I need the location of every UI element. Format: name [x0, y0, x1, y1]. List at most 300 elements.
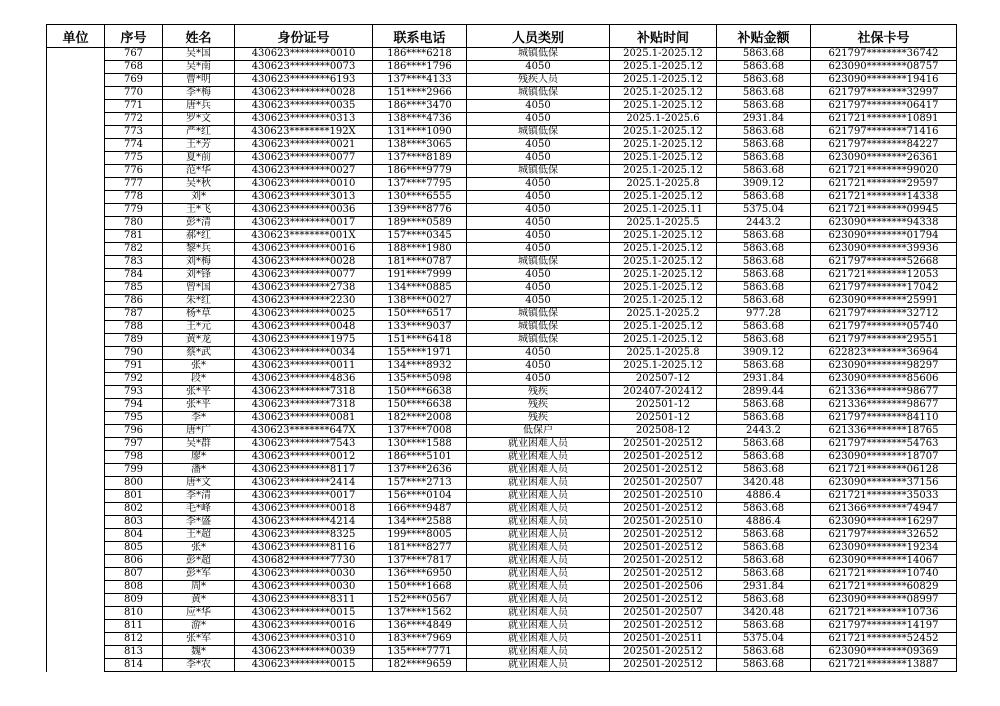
name-cell: 王*飞 [163, 204, 235, 217]
period-cell: 202501-202511 [610, 633, 717, 646]
period-cell: 2025.1-2025.12 [610, 152, 717, 165]
card-number-cell: 621366********74947 [811, 503, 957, 516]
table-row [47, 542, 957, 555]
name-cell: 曹*明 [163, 74, 235, 87]
category-cell: 4050 [467, 100, 610, 113]
period-cell: 202501-202512 [610, 555, 717, 568]
id-number-cell: 430623********0077 [235, 269, 373, 282]
category-cell: 城镇低保 [467, 126, 610, 139]
phone-cell: 188****1980 [373, 243, 467, 256]
amount-cell: 5863.68 [717, 139, 811, 152]
id-number-cell: 430623********0010 [235, 48, 373, 61]
category-cell: 4050 [467, 139, 610, 152]
serial-cell: 812 [105, 633, 163, 646]
id-number-cell: 430623********0012 [235, 451, 373, 464]
serial-cell: 795 [105, 412, 163, 425]
name-cell: 吴*群 [163, 438, 235, 451]
card-number-cell: 621797********71416 [811, 126, 957, 139]
category-cell: 城镇低保 [467, 308, 610, 321]
period-cell: 2025.1-2025.12 [610, 334, 717, 347]
amount-cell: 5863.68 [717, 87, 811, 100]
subsidy-table [46, 24, 957, 672]
table-row [47, 477, 957, 490]
amount-cell: 2931.84 [717, 373, 811, 386]
name-cell: 刘*锋 [163, 269, 235, 282]
header-name: 姓名 [163, 25, 235, 48]
id-number-cell: 430623********2738 [235, 282, 373, 295]
table-row [47, 620, 957, 633]
name-cell: 李*盛 [163, 516, 235, 529]
serial-cell: 791 [105, 360, 163, 373]
serial-cell: 778 [105, 191, 163, 204]
name-cell: 范*华 [163, 165, 235, 178]
period-cell: 2025.1-2025.11 [610, 204, 717, 217]
period-cell: 202501-202510 [610, 490, 717, 503]
card-number-cell: 621721********10891 [811, 113, 957, 126]
table-row [47, 282, 957, 295]
amount-cell: 3909.12 [717, 178, 811, 191]
amount-cell: 5863.68 [717, 269, 811, 282]
table-row [47, 165, 957, 178]
id-number-cell: 430623********2414 [235, 477, 373, 490]
amount-cell: 5863.68 [717, 230, 811, 243]
table-row [47, 568, 957, 581]
table-row [47, 217, 957, 230]
serial-cell: 796 [105, 425, 163, 438]
period-cell: 2025.1-2025.5 [610, 217, 717, 230]
category-cell: 城镇低保 [467, 256, 610, 269]
card-number-cell: 623090********37156 [811, 477, 957, 490]
serial-cell: 775 [105, 152, 163, 165]
amount-cell: 5863.68 [717, 659, 811, 672]
table-row [47, 373, 957, 386]
card-number-cell: 621721********60829 [811, 581, 957, 594]
phone-cell: 136****6950 [373, 568, 467, 581]
phone-cell: 134****0885 [373, 282, 467, 295]
table-row [47, 48, 957, 61]
amount-cell: 5863.68 [717, 360, 811, 373]
phone-cell: 130****6555 [373, 191, 467, 204]
header-id-number: 身份证号 [235, 25, 373, 48]
period-cell: 202501-202512 [610, 659, 717, 672]
serial-cell: 767 [105, 48, 163, 61]
period-cell: 2025.1-2025.12 [610, 87, 717, 100]
table-row [47, 555, 957, 568]
card-number-cell: 623090********16297 [811, 516, 957, 529]
amount-cell: 5863.68 [717, 295, 811, 308]
serial-cell: 803 [105, 516, 163, 529]
table-row [47, 139, 957, 152]
category-cell: 4050 [467, 360, 610, 373]
name-cell: 张*平 [163, 386, 235, 399]
phone-cell: 137****7795 [373, 178, 467, 191]
phone-cell: 131****1090 [373, 126, 467, 139]
page-footer [0, 686, 1000, 706]
period-cell: 2025.1-2025.12 [610, 191, 717, 204]
name-cell: 黎*兵 [163, 243, 235, 256]
serial-cell: 811 [105, 620, 163, 633]
id-number-cell: 430623********0018 [235, 503, 373, 516]
card-number-cell: 623090********08757 [811, 61, 957, 74]
category-cell: 4050 [467, 373, 610, 386]
period-cell: 2025.1-2025.12 [610, 360, 717, 373]
period-cell: 2025.1-2025.8 [610, 178, 717, 191]
phone-cell: 150****6638 [373, 399, 467, 412]
period-cell: 202501-202512 [610, 438, 717, 451]
header-serial: 序号 [105, 25, 163, 48]
category-cell: 就业困难人员 [467, 594, 610, 607]
serial-cell: 776 [105, 165, 163, 178]
id-number-cell: 430623********0310 [235, 633, 373, 646]
period-cell: 2025.1-2025.8 [610, 347, 717, 360]
id-number-cell: 430623********192X [235, 126, 373, 139]
phone-cell: 157****2713 [373, 477, 467, 490]
name-cell: 吴*国 [163, 48, 235, 61]
category-cell: 就业困难人员 [467, 607, 610, 620]
name-cell: 李*梅 [163, 87, 235, 100]
category-cell: 4050 [467, 295, 610, 308]
card-number-cell: 621797********14197 [811, 620, 957, 633]
category-cell: 就业困难人员 [467, 646, 610, 659]
phone-cell: 186****1796 [373, 61, 467, 74]
name-cell: 刘* [163, 191, 235, 204]
name-cell: 彭*军 [163, 568, 235, 581]
period-cell: 2025.1-2025.12 [610, 321, 717, 334]
serial-cell: 785 [105, 282, 163, 295]
name-cell: 李*农 [163, 659, 235, 672]
serial-cell: 806 [105, 555, 163, 568]
name-cell: 蔡*武 [163, 347, 235, 360]
amount-cell: 5863.68 [717, 464, 811, 477]
card-number-cell: 621797********05740 [811, 321, 957, 334]
amount-cell: 5863.68 [717, 74, 811, 87]
id-number-cell: 430623********0017 [235, 490, 373, 503]
period-cell: 2025.1-2025.12 [610, 126, 717, 139]
id-number-cell: 430623********7318 [235, 386, 373, 399]
name-cell: 杨*草 [163, 308, 235, 321]
amount-cell: 5863.68 [717, 412, 811, 425]
table-row [47, 425, 957, 438]
amount-cell: 5863.68 [717, 165, 811, 178]
period-cell: 202501-12 [610, 412, 717, 425]
amount-cell: 5863.68 [717, 191, 811, 204]
category-cell: 4050 [467, 282, 610, 295]
serial-cell: 810 [105, 607, 163, 620]
name-cell: 夏*前 [163, 152, 235, 165]
name-cell: 李*清 [163, 490, 235, 503]
phone-cell: 166****9487 [373, 503, 467, 516]
card-number-cell: 621797********52668 [811, 256, 957, 269]
table-row [47, 594, 957, 607]
serial-cell: 797 [105, 438, 163, 451]
amount-cell: 5863.68 [717, 399, 811, 412]
table-row [47, 659, 957, 672]
phone-cell: 133****9037 [373, 321, 467, 334]
card-number-cell: 621797********32712 [811, 308, 957, 321]
category-cell: 4050 [467, 152, 610, 165]
amount-cell: 2443.2 [717, 217, 811, 230]
table-row [47, 334, 957, 347]
id-number-cell: 430682********7730 [235, 555, 373, 568]
name-cell: 毛*峰 [163, 503, 235, 516]
serial-cell: 808 [105, 581, 163, 594]
phone-cell: 135****7771 [373, 646, 467, 659]
amount-cell: 5863.68 [717, 620, 811, 633]
phone-cell: 137****1562 [373, 607, 467, 620]
id-number-cell: 430623********0027 [235, 165, 373, 178]
phone-cell: 137****7008 [373, 425, 467, 438]
id-number-cell: 430623********0016 [235, 243, 373, 256]
card-number-cell: 623090********25991 [811, 295, 957, 308]
table-row [47, 204, 957, 217]
period-cell: 2025.1-2025.12 [610, 48, 717, 61]
serial-cell: 813 [105, 646, 163, 659]
period-cell: 202508-12 [610, 425, 717, 438]
period-cell: 202501-202510 [610, 516, 717, 529]
phone-cell: 150****6517 [373, 308, 467, 321]
amount-cell: 5863.68 [717, 503, 811, 516]
table-row [47, 399, 957, 412]
table-row [47, 581, 957, 594]
phone-cell: 134****8932 [373, 360, 467, 373]
category-cell: 城镇低保 [467, 321, 610, 334]
table-row [47, 347, 957, 360]
name-cell: 朱*红 [163, 295, 235, 308]
amount-cell: 4886.4 [717, 516, 811, 529]
id-number-cell: 430623********0035 [235, 100, 373, 113]
header-phone: 联系电话 [373, 25, 467, 48]
card-number-cell: 621797********36742 [811, 48, 957, 61]
phone-cell: 137****4133 [373, 74, 467, 87]
phone-cell: 157****0345 [373, 230, 467, 243]
period-cell: 2025.1-2025.6 [610, 113, 717, 126]
table-row [47, 503, 957, 516]
card-number-cell: 621797********17042 [811, 282, 957, 295]
category-cell: 就业困难人员 [467, 568, 610, 581]
name-cell: 刘*梅 [163, 256, 235, 269]
name-cell: 吴*秋 [163, 178, 235, 191]
period-cell: 2025.1-2025.12 [610, 100, 717, 113]
amount-cell: 5863.68 [717, 451, 811, 464]
id-number-cell: 430623********0028 [235, 87, 373, 100]
id-number-cell: 430623********0036 [235, 204, 373, 217]
serial-cell: 792 [105, 373, 163, 386]
category-cell: 4050 [467, 204, 610, 217]
card-number-cell: 621721********99020 [811, 165, 957, 178]
id-number-cell: 430623********0017 [235, 217, 373, 230]
table-row [47, 87, 957, 100]
name-cell: 唐*文 [163, 477, 235, 490]
name-cell: 黄* [163, 594, 235, 607]
table-row [47, 308, 957, 321]
phone-cell: 151****6418 [373, 334, 467, 347]
amount-cell: 5863.68 [717, 646, 811, 659]
phone-cell: 134****2588 [373, 516, 467, 529]
header-row [47, 25, 957, 48]
name-cell: 吴*南 [163, 61, 235, 74]
table-row [47, 490, 957, 503]
card-number-cell: 621721********12053 [811, 269, 957, 282]
card-number-cell: 622823********36964 [811, 347, 957, 360]
name-cell: 张*军 [163, 633, 235, 646]
phone-cell: 135****5098 [373, 373, 467, 386]
category-cell: 残疾人员 [467, 74, 610, 87]
phone-cell: 137****2636 [373, 464, 467, 477]
category-cell: 就业困难人员 [467, 659, 610, 672]
card-number-cell: 621797********54763 [811, 438, 957, 451]
serial-cell: 783 [105, 256, 163, 269]
phone-cell: 181****0787 [373, 256, 467, 269]
serial-cell: 809 [105, 594, 163, 607]
amount-cell: 2931.84 [717, 113, 811, 126]
card-number-cell: 623090********94338 [811, 217, 957, 230]
period-cell: 202501-202506 [610, 581, 717, 594]
category-cell: 就业困难人员 [467, 542, 610, 555]
card-number-cell: 621797********84110 [811, 412, 957, 425]
category-cell: 4050 [467, 269, 610, 282]
serial-cell: 774 [105, 139, 163, 152]
serial-cell: 771 [105, 100, 163, 113]
id-number-cell: 430623********0016 [235, 620, 373, 633]
id-number-cell: 430623********8311 [235, 594, 373, 607]
name-cell: 周* [163, 581, 235, 594]
phone-cell: 182****2008 [373, 412, 467, 425]
category-cell: 就业困难人员 [467, 477, 610, 490]
phone-cell: 183****7969 [373, 633, 467, 646]
category-cell: 城镇低保 [467, 165, 610, 178]
name-cell: 严*红 [163, 126, 235, 139]
serial-cell: 770 [105, 87, 163, 100]
card-number-cell: 623090********85606 [811, 373, 957, 386]
period-cell: 202501-202512 [610, 542, 717, 555]
category-cell: 4050 [467, 191, 610, 204]
period-cell: 202501-202512 [610, 646, 717, 659]
table-row [47, 269, 957, 282]
id-number-cell: 430623********0039 [235, 646, 373, 659]
amount-cell: 977.28 [717, 308, 811, 321]
amount-cell: 5863.68 [717, 126, 811, 139]
id-number-cell: 430623********8117 [235, 464, 373, 477]
amount-cell: 2931.84 [717, 581, 811, 594]
serial-cell: 779 [105, 204, 163, 217]
id-number-cell: 430623********0010 [235, 178, 373, 191]
table-row [47, 100, 957, 113]
period-cell: 2025.1-2025.12 [610, 269, 717, 282]
id-number-cell: 430623********0081 [235, 412, 373, 425]
id-number-cell: 430623********0015 [235, 659, 373, 672]
serial-cell: 789 [105, 334, 163, 347]
category-cell: 4050 [467, 61, 610, 74]
period-cell: 2025.1-2025.12 [610, 243, 717, 256]
amount-cell: 5863.68 [717, 594, 811, 607]
card-number-cell: 621721********35033 [811, 490, 957, 503]
name-cell: 廖* [163, 451, 235, 464]
id-number-cell: 430623********0034 [235, 347, 373, 360]
amount-cell: 5863.68 [717, 568, 811, 581]
table-row [47, 243, 957, 256]
period-cell: 202501-202512 [610, 620, 717, 633]
card-number-cell: 621336********98677 [811, 399, 957, 412]
table-row [47, 230, 957, 243]
serial-cell: 780 [105, 217, 163, 230]
category-cell: 就业困难人员 [467, 633, 610, 646]
phone-cell: 182****9659 [373, 659, 467, 672]
serial-cell: 804 [105, 529, 163, 542]
id-number-cell: 430623********0313 [235, 113, 373, 126]
category-cell: 就业困难人员 [467, 464, 610, 477]
serial-cell: 787 [105, 308, 163, 321]
name-cell: 彭*清 [163, 217, 235, 230]
category-cell: 就业困难人员 [467, 503, 610, 516]
category-cell: 残疾 [467, 386, 610, 399]
category-cell: 就业困难人员 [467, 438, 610, 451]
serial-cell: 802 [105, 503, 163, 516]
phone-cell: 138****4736 [373, 113, 467, 126]
category-cell: 城镇低保 [467, 87, 610, 100]
category-cell: 就业困难人员 [467, 555, 610, 568]
card-number-cell: 621797********29551 [811, 334, 957, 347]
card-number-cell: 621797********84227 [811, 139, 957, 152]
period-cell: 202501-202512 [610, 464, 717, 477]
table-row [47, 646, 957, 659]
serial-cell: 782 [105, 243, 163, 256]
id-number-cell: 430623********001X [235, 230, 373, 243]
serial-cell: 805 [105, 542, 163, 555]
period-cell: 202501-202512 [610, 594, 717, 607]
phone-cell: 130****1588 [373, 438, 467, 451]
serial-cell: 777 [105, 178, 163, 191]
id-number-cell: 430623********8116 [235, 542, 373, 555]
phone-cell: 181****8277 [373, 542, 467, 555]
amount-cell: 5375.04 [717, 204, 811, 217]
name-cell: 唐*兵 [163, 100, 235, 113]
name-cell: 魏* [163, 646, 235, 659]
id-number-cell: 430623********0011 [235, 360, 373, 373]
amount-cell: 5863.68 [717, 243, 811, 256]
name-cell: 王*元 [163, 321, 235, 334]
amount-cell: 5863.68 [717, 48, 811, 61]
category-cell: 就业困难人员 [467, 451, 610, 464]
id-number-cell: 430623********0073 [235, 61, 373, 74]
id-number-cell: 430623********647X [235, 425, 373, 438]
phone-cell: 186****5101 [373, 451, 467, 464]
table-body [47, 48, 957, 672]
phone-cell: 136****4849 [373, 620, 467, 633]
period-cell: 202501-12 [610, 399, 717, 412]
name-cell: 唐*广 [163, 425, 235, 438]
period-cell: 2025.1-2025.12 [610, 165, 717, 178]
table-row [47, 412, 957, 425]
category-cell: 低保户 [467, 425, 610, 438]
header-card-number: 社保卡号 [811, 25, 957, 48]
category-cell: 4050 [467, 217, 610, 230]
id-number-cell: 430623********6193 [235, 74, 373, 87]
card-number-cell: 623090********08997 [811, 594, 957, 607]
card-number-cell: 623090********18707 [811, 451, 957, 464]
table-row [47, 451, 957, 464]
id-number-cell: 430623********1975 [235, 334, 373, 347]
period-cell: 2025.1-2025.12 [610, 139, 717, 152]
table-row [47, 113, 957, 126]
subsidy-table-sheet [46, 24, 956, 672]
name-cell: 张* [163, 542, 235, 555]
serial-cell: 784 [105, 269, 163, 282]
id-number-cell: 430623********0015 [235, 607, 373, 620]
name-cell: 张* [163, 360, 235, 373]
category-cell: 4050 [467, 178, 610, 191]
serial-cell: 814 [105, 659, 163, 672]
table-row [47, 256, 957, 269]
